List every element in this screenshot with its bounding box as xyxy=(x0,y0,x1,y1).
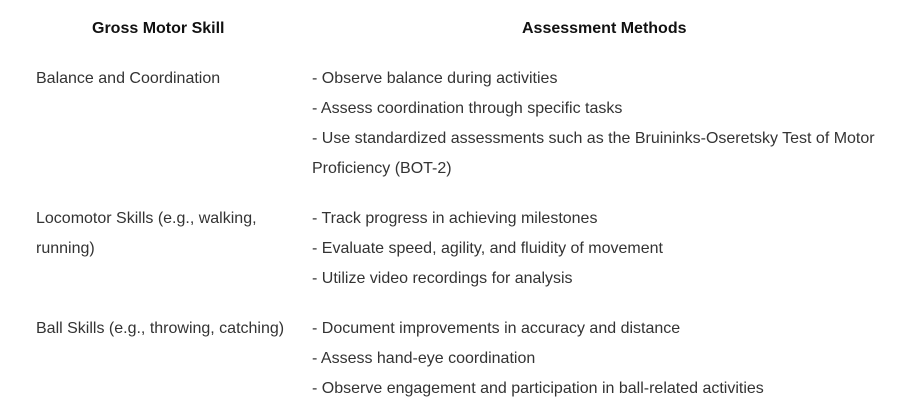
header-gross-motor-skill: Gross Motor Skill xyxy=(92,20,225,37)
method-item: - Observe engagement and participation in ball-related activities xyxy=(312,380,764,397)
skill-cell: Ball Skills (e.g., throwing, catching) xyxy=(36,320,285,337)
method-item: - Track progress in achieving milestones xyxy=(312,210,598,227)
methods-cell xyxy=(312,204,887,294)
table-header-row xyxy=(0,0,897,58)
method-item: - Observe balance during activities xyxy=(312,70,558,87)
methods-cell xyxy=(312,64,887,184)
methods-cell xyxy=(312,314,887,404)
method-item: - Assess coordination through specific tasks xyxy=(312,100,623,117)
method-item: - Document improvements in accuracy and distance xyxy=(312,320,681,337)
header-assessment-methods: Assessment Methods xyxy=(522,20,687,37)
skill-cell: Balance and Coordination xyxy=(36,70,221,87)
skill-cell: Locomotor Skills (e.g., walking, running) xyxy=(36,210,257,257)
method-item: - Assess hand-eye coordination xyxy=(312,350,536,367)
method-item: - Utilize video recordings for analysis xyxy=(312,270,573,287)
method-item: - Use standardized assessments such as the Bruininks-Oseretsky Test of Motor Proficiency (BOT-2) xyxy=(312,130,875,177)
method-item: - Evaluate speed, agility, and fluidity of movement xyxy=(312,240,663,257)
